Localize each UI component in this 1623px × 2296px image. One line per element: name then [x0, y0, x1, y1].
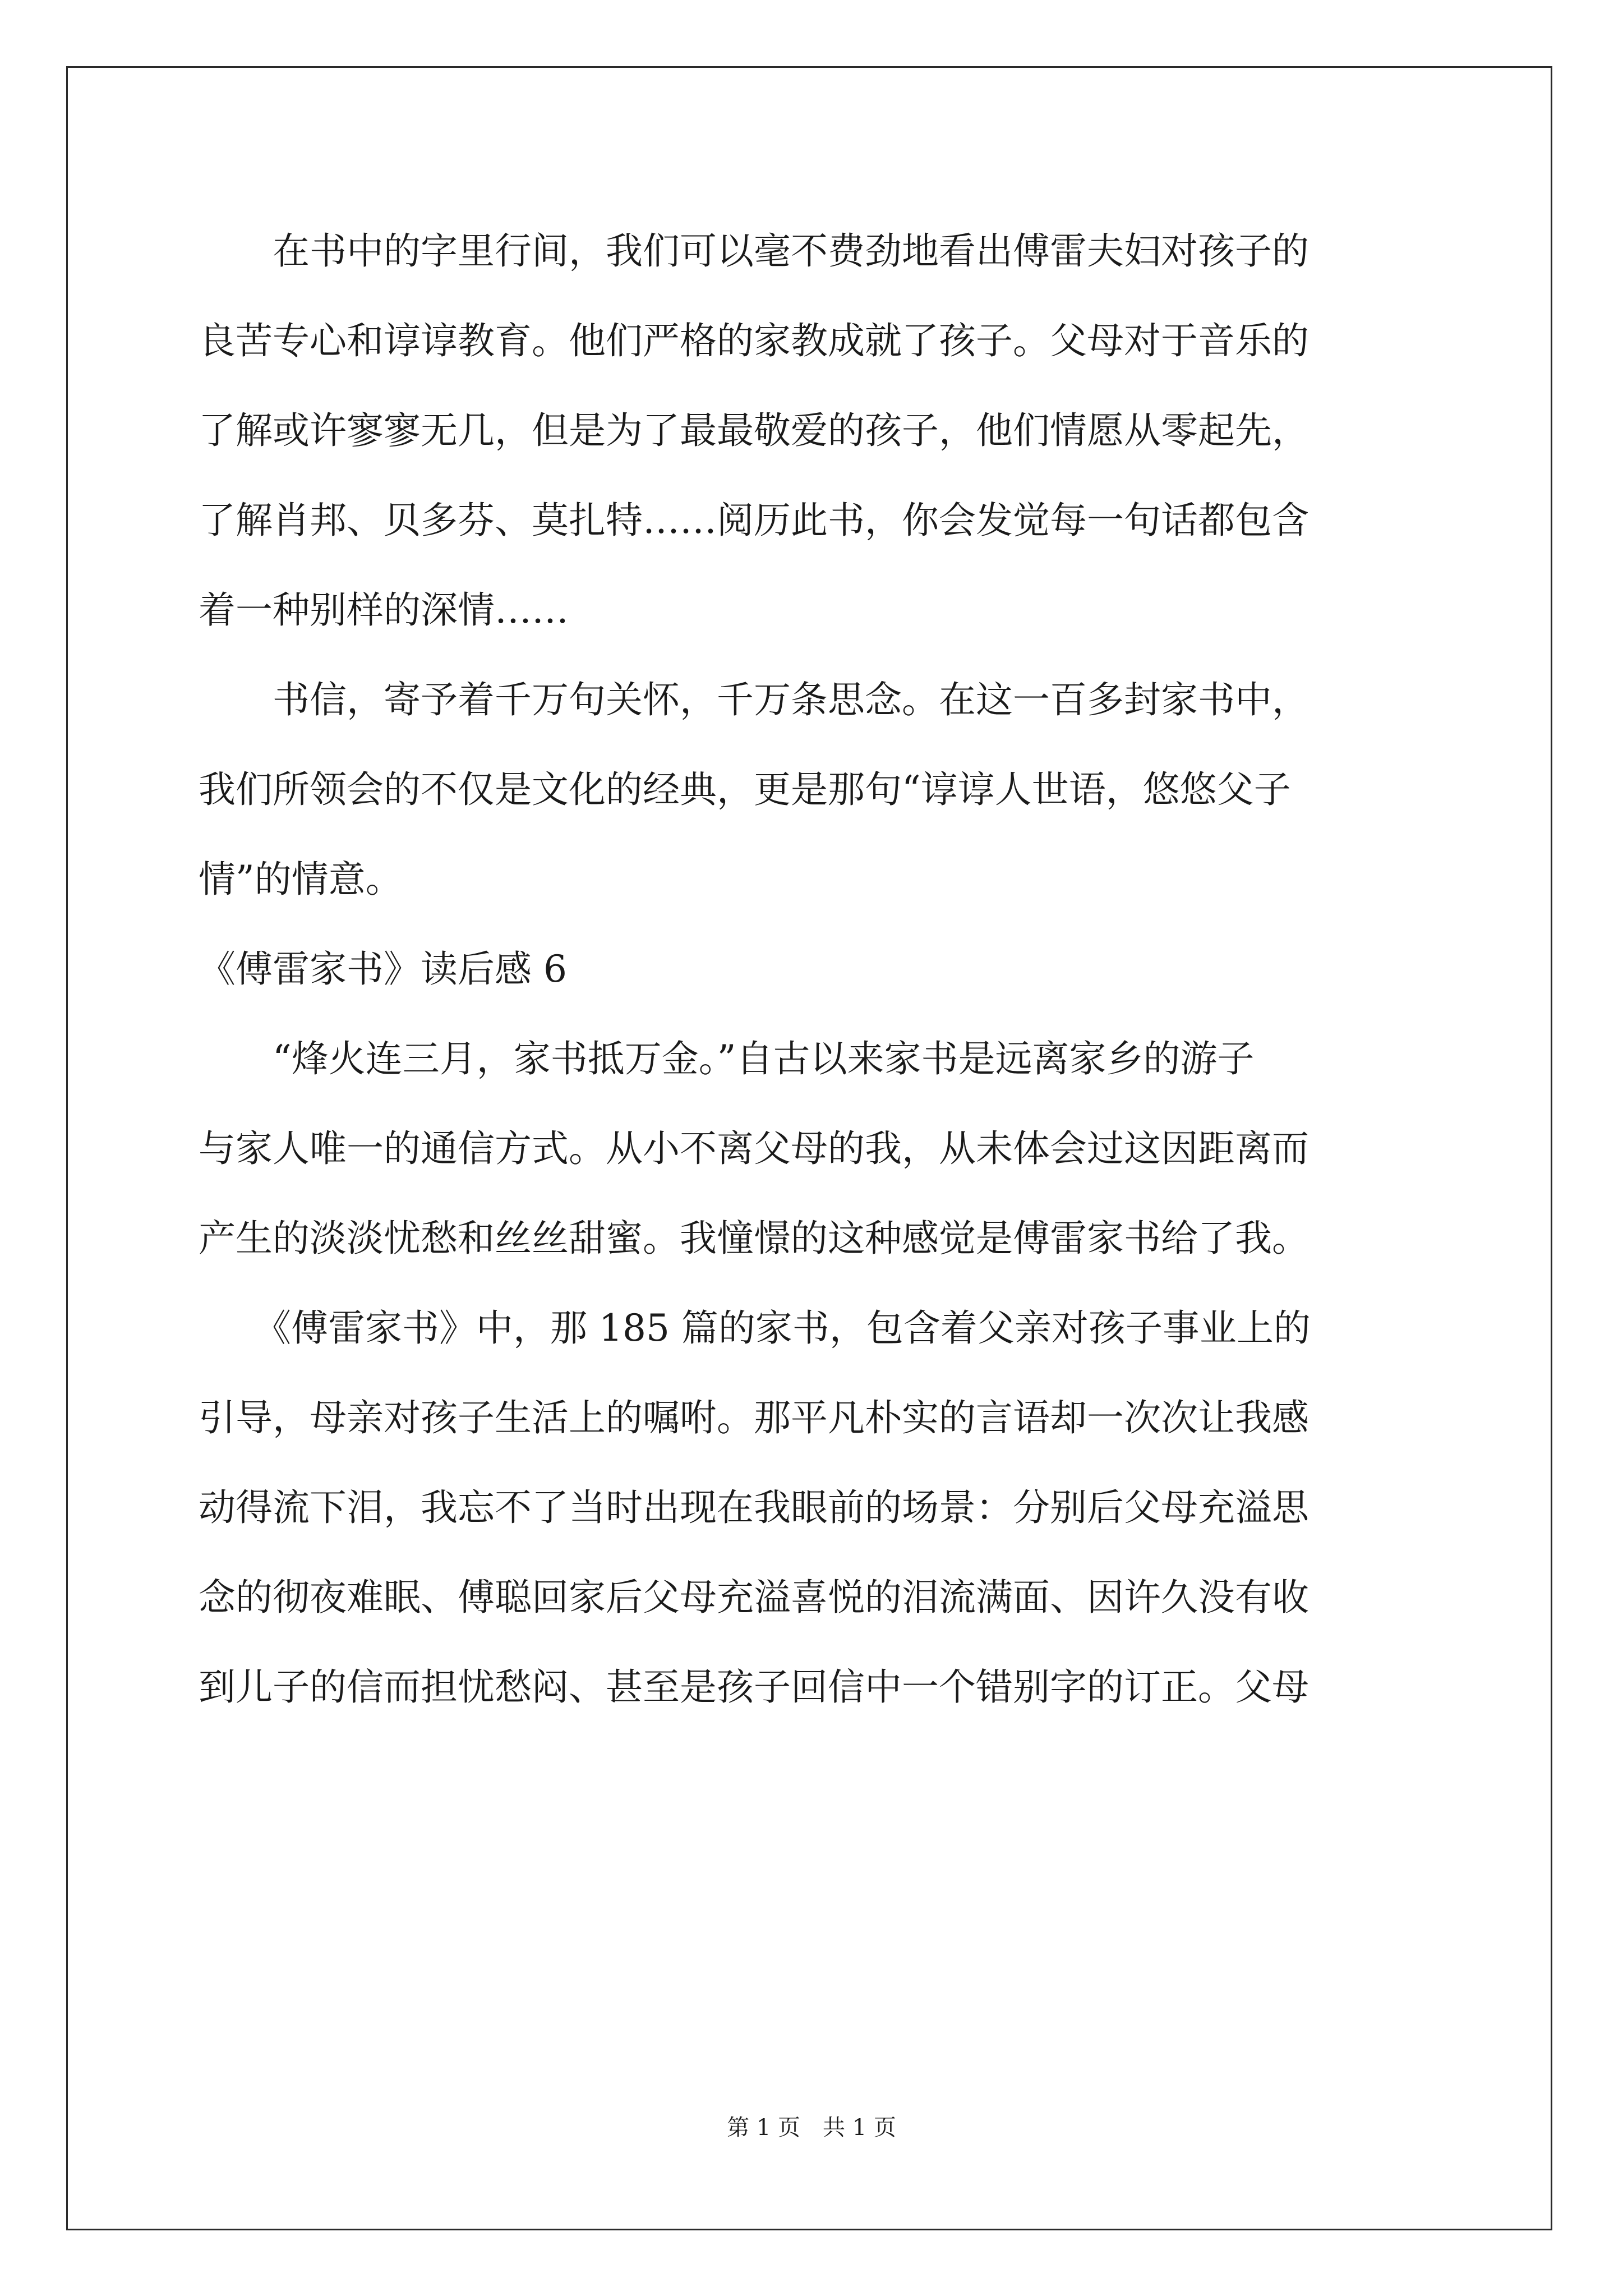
paragraph-2-line-2: 我们所领会的不仅是文化的经典，更是那句“谆谆人世语，悠悠父子 — [199, 768, 1291, 811]
paragraph-2-line-1: 书信，寄予着千万句关怀，千万条思念。在这一百多封家书中， — [199, 678, 1309, 721]
paragraph-4-line-1: 《傅雷家书》中，那 185 篇的家书，包含着父亲对孩子事业上的 — [199, 1306, 1311, 1350]
paragraph-3-line-3: 产生的淡淡忧愁和丝丝甜蜜。我憧憬的这种感觉是傅雷家书给了我。 — [199, 1217, 1309, 1260]
paragraph-1-line-5: 着一种别样的深情…… — [199, 588, 569, 632]
paragraph-4-line-4: 念的彻夜难眠、傅聪回家后父母充溢喜悦的泪流满面、因许久没有收 — [199, 1576, 1309, 1619]
paragraph-1-line-2: 良苦专心和谆谆教育。他们严格的家教成就了孩子。父母对于音乐的 — [199, 319, 1309, 362]
paragraph-4-line-5: 到儿子的信而担忧愁闷、甚至是孩子回信中一个错别字的订正。父母 — [199, 1665, 1309, 1709]
paragraph-4-line-2: 引导，母亲对孩子生活上的嘱咐。那平凡朴实的言语却一次次让我感 — [199, 1396, 1309, 1439]
paragraph-1-line-4: 了解肖邦、贝多芬、莫扎特……阅历此书，你会发觉每一句话都包含 — [199, 499, 1309, 542]
section-heading: 《傅雷家书》读后感 6 — [199, 947, 567, 991]
paragraph-4-line-3: 动得流下泪，我忘不了当时出现在我眼前的场景：分别后父母充溢思 — [199, 1486, 1309, 1529]
paragraph-1-line-3: 了解或许寥寥无几，但是为了最最敬爱的孩子，他们情愿从零起先， — [199, 409, 1309, 452]
paragraph-3-line-2: 与家人唯一的通信方式。从小不离父母的我，从未体会过这因距离而 — [199, 1127, 1309, 1170]
paragraph-3-line-1: “烽火连三月，家书抵万金。”自古以来家书是远离家乡的游子 — [199, 1037, 1255, 1080]
page-number-footer: 第 1 页 共 1 页 — [727, 2115, 896, 2141]
paragraph-2-line-3: 情”的情意。 — [199, 858, 403, 901]
paragraph-1-line-1: 在书中的字里行间，我们可以毫不费劲地看出傅雷夫妇对孩子的 — [199, 229, 1309, 273]
